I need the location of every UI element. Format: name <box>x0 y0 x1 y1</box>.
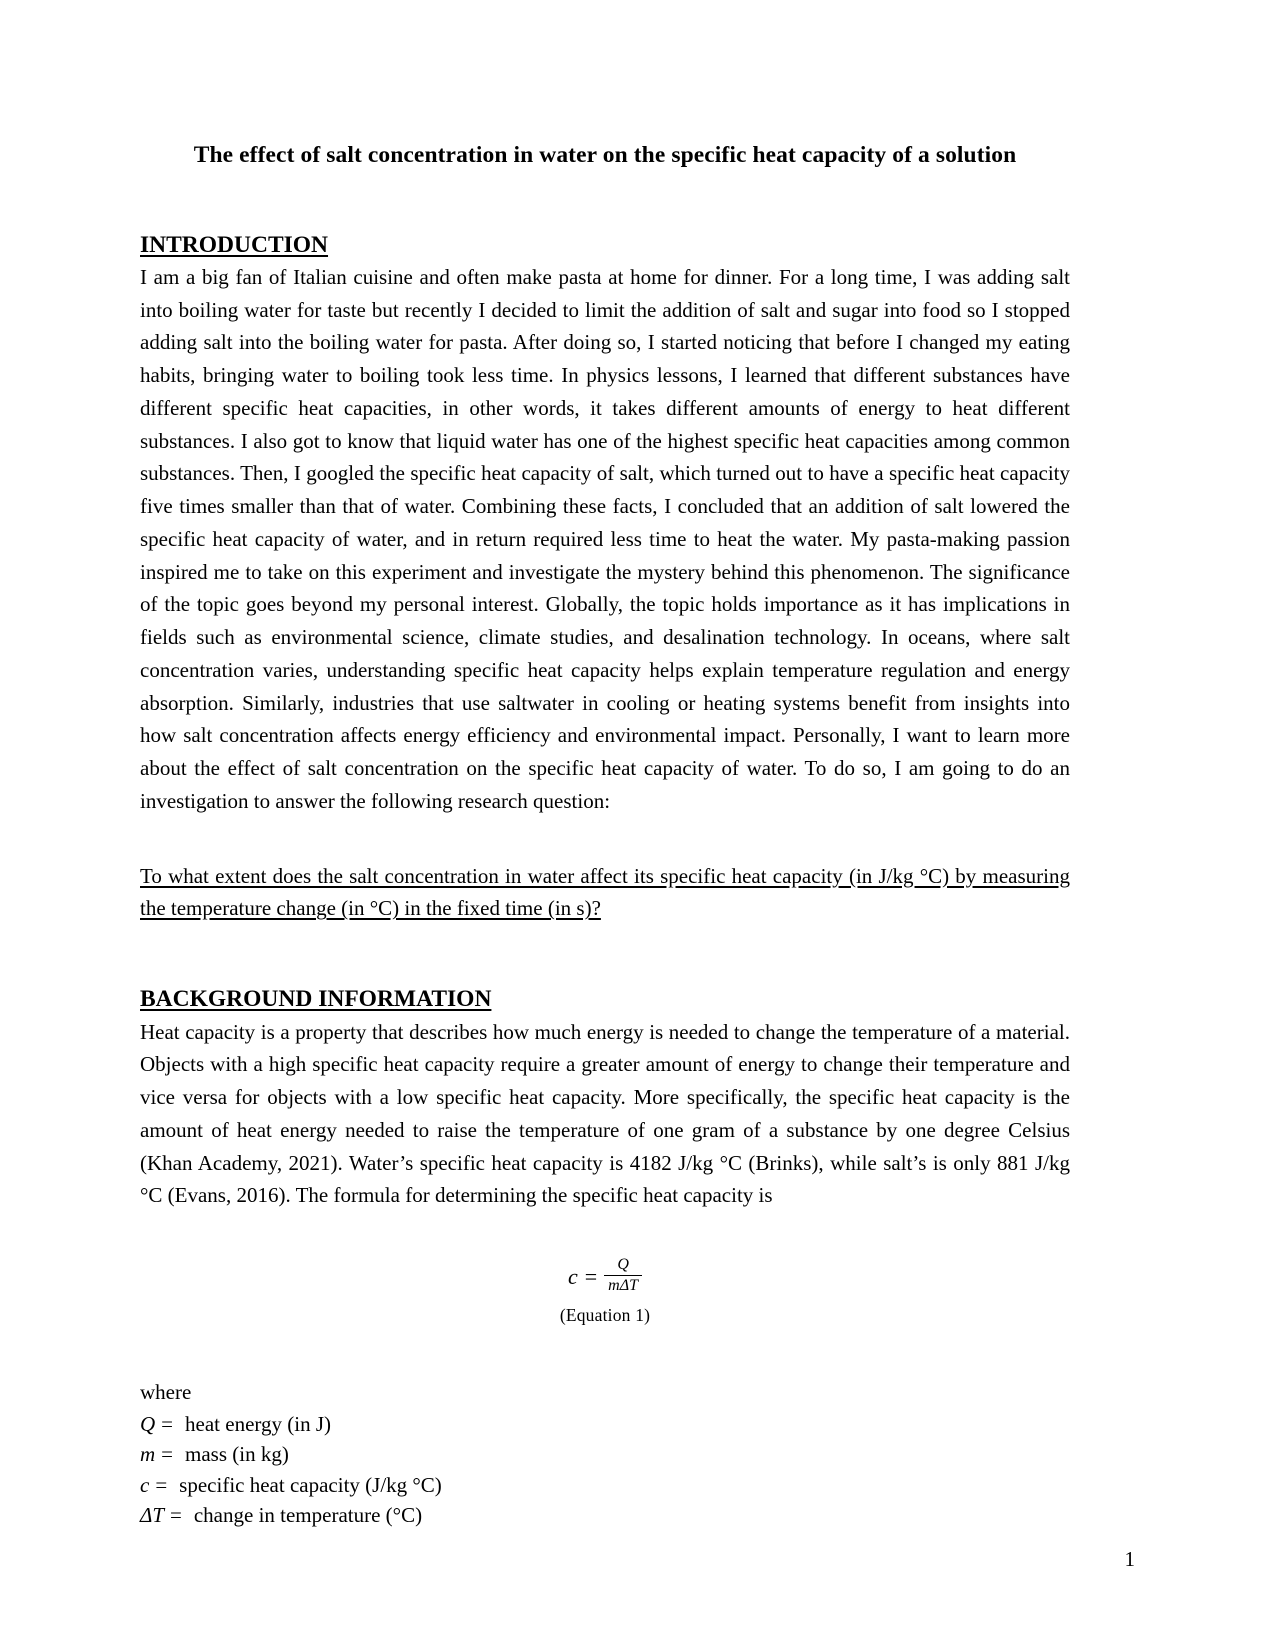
variable-description: mass (in kg) <box>185 1442 289 1467</box>
equation-lhs: c <box>567 1264 578 1290</box>
variable-description: specific heat capacity (J/kg °C) <box>179 1472 442 1497</box>
variable-description: heat energy (in J) <box>185 1411 331 1436</box>
introduction-paragraph: I am a big fan of Italian cuisine and often make pasta at home for dinner. For a long time, I was adding salt into boiling water for taste but recently I decided to limit the addition of salt and sugar into food so I stopped adding salt into the boiling water for pasta. After doing so, I started noticing that before I changed my eating habits, bringing water to boiling took less time. In physics lessons, I learned that different substances have different specific heat capacities, in other words, it takes different amounts of energy to heat different substances. I also got to know that liquid water has one of the highest specific heat capacities among common substances. Then, I googled the specific heat capacity of salt, which turned out to have a specific heat capacity five times smaller than that of water. Combining these facts, I concluded that an addition of salt lowered the specific heat capacity of water, and in return required less time to heat the water. My pasta-making passion inspired me to take on this experiment and investigate the mystery behind this phenomenon. The significance of the topic goes beyond my personal interest. Globally, the topic holds importance as it has implications in fields such as environmental science, climate studies, and desalination technology. In oceans, where salt concentration varies, understanding specific heat capacity helps explain temperature regulation and energy absorption. Similarly, industries that use saltwater in cooling or heating systems benefit from insights into how salt concentration affects energy efficiency and environmental impact. Personally, I want to learn more about the effect of salt concentration on the specific heat capacity of water. To do so, I am going to do an investigation to answer the following research question: <box>140 264 1070 813</box>
introduction-heading-row <box>140 231 1070 260</box>
research-question: To what extent does the salt concentration in water affect its specific heat capacity (in J/kg °C) by measuring the temperature change (in °C) in the fixed time (in s)? <box>140 863 1070 921</box>
page-number: 1 <box>1124 1547 1135 1571</box>
variable-symbol: m <box>140 1442 156 1467</box>
variable-equals-sign: = <box>170 1503 182 1528</box>
variable-symbol: ΔT <box>140 1503 165 1528</box>
equation-equals-sign: = <box>584 1264 598 1290</box>
page-title: The effect of salt concentration in water on the specific heat capacity of a solution <box>193 142 1017 168</box>
specific-heat-equation <box>568 1258 642 1296</box>
equation-denominator: mΔT <box>604 1275 642 1295</box>
variable-definition-list <box>140 1409 1070 1531</box>
variable-symbol: c <box>140 1472 150 1497</box>
section-heading-introduction: INTRODUCTION <box>140 231 329 258</box>
background-paragraph: Heat capacity is a property that describes how much energy is needed to change the temperature of a material. Objects with a high specific heat capacity require a greater amount of energy to change their temperature and vice versa for objects with a low specific heat capacity. More specifically, the specific heat capacity is the amount of heat energy needed to raise the temperature of one gram of a substance by one degree Celsius (Khan Academy, 2021). Water’s specific heat capacity is 4182 J/kg °C (Brinks), while salt’s is only 881 J/kg °C (Evans, 2016). The formula for determining the specific heat capacity is <box>140 1019 1070 1208</box>
equation-caption: (Equation 1) <box>559 1305 651 1326</box>
equation-numerator: Q <box>617 1256 629 1274</box>
variable-definition-item <box>140 1500 1070 1530</box>
variable-definition-item <box>140 1439 1070 1469</box>
variable-equals-sign: = <box>161 1442 174 1467</box>
variable-definition-item <box>140 1409 1070 1439</box>
where-label: where <box>140 1380 192 1405</box>
equation-fraction <box>604 1257 642 1295</box>
page-content <box>140 0 1070 1531</box>
variable-equals-sign: = <box>155 1472 168 1497</box>
background-heading-row <box>140 985 1070 1014</box>
variable-definition-item <box>140 1470 1070 1500</box>
section-heading-background-information: BACKGROUND INFORMATION <box>140 986 492 1013</box>
equation-block <box>140 1258 1070 1326</box>
research-question-block <box>140 860 1070 926</box>
variable-symbol: Q <box>140 1411 156 1436</box>
variable-description: change in temperature (°C) <box>193 1503 423 1528</box>
variable-equals-sign: = <box>161 1411 174 1436</box>
